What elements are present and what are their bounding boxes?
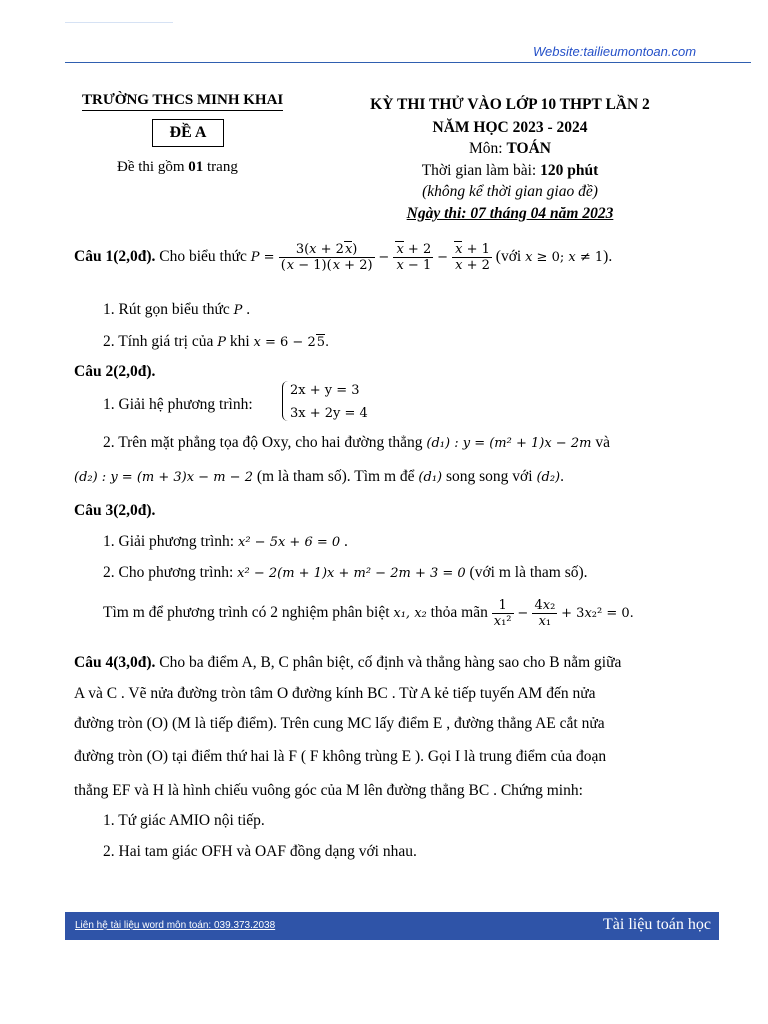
q1-item1: 1. Rút gọn biểu thức P . bbox=[103, 301, 251, 318]
header-rule bbox=[65, 62, 751, 63]
q1-fraction-3: $\frac{x + 1}{x + 2}$ bbox=[452, 242, 492, 273]
footer-contact-link[interactable]: Liên hệ tài liệu word môn toán: 039.373.2038 bbox=[75, 920, 276, 931]
page-count-note: Đề thi gồm 01 trang bbox=[117, 159, 238, 175]
time-allowed: Thời gian làm bài: 120 phút bbox=[421, 162, 599, 179]
time-note: (không kể thời gian giao đề) bbox=[422, 183, 598, 200]
footer-brand: Tài liệu toán học bbox=[603, 916, 711, 933]
q4-para-line1: Câu 4(3,0đ). Cho ba điểm A, B, C phân biệt, cố định và thẳng hàng sao cho B nằm giữa bbox=[74, 654, 622, 671]
q4-para-line3: đường tròn (O) (M là tiếp điểm). Trên cung MC lấy điểm E , đường thẳng AE cắt nửa bbox=[74, 715, 605, 732]
q3-item2: 2. Cho phương trình: x² − 2(m + 1)x + m² − 2m + 3 = 0 (với m là tham số). bbox=[103, 564, 588, 581]
q2-item2-line1: 2. Trên mặt phẳng tọa độ Oxy, cho hai đường thẳng (d₁) : y = (m² + 1)x − 2m và bbox=[103, 434, 610, 451]
system-brace bbox=[282, 381, 289, 421]
footer-bar bbox=[65, 912, 719, 940]
q2-head: Câu 2(2,0đ). bbox=[74, 363, 156, 380]
system-eq1: 2x + y = 3 bbox=[290, 383, 360, 398]
subject: Môn: TOÁN bbox=[469, 140, 551, 157]
q3-item3: Tìm m để phương trình có 2 nghiệm phân biệt x₁, x₂ thỏa mãn $\frac{1}{\text{x₁²}}$ − $\frac{\text{4x₂}}{\text{x₁}}$ + 3x₂² = 0. bbox=[103, 598, 634, 629]
q4-item1: 1. Tứ giác AMIO nội tiếp. bbox=[103, 812, 265, 829]
school-name: TRƯỜNG THCS MINH KHAI bbox=[82, 92, 283, 111]
exam-date: Ngày thi: 07 tháng 04 năm 2023 bbox=[406, 205, 614, 222]
q3-head: Câu 3(2,0đ). bbox=[74, 502, 156, 519]
q1-item2: 2. Tính giá trị của P khi x = 6 − 25. bbox=[103, 333, 330, 350]
q1-fraction-1: $\frac{3(x + 2x)}{(x - 1)(x + 2)}$ bbox=[280, 242, 373, 273]
q1-fraction-2: $\frac{x + 2}{x - 1}$ bbox=[393, 242, 433, 273]
website-link[interactable]: Website:tailieumontoan.com bbox=[533, 44, 697, 59]
faint-top-rule bbox=[65, 22, 173, 23]
q4-para-line2: A và C . Vẽ nửa đường tròn tâm O đường kính BC . Từ A kẻ tiếp tuyến AM đến nửa bbox=[74, 685, 596, 702]
q1-statement: Câu 1(2,0đ). Cho biểu thức P = $\frac{3(x + 2x)}{(x - 1)(x + 2)}$ − $\frac{x + 2}{x - 1}$ − $\frac{x + 1}{x + 2}$ (với x ≥ 0; x ≠ 1). bbox=[74, 242, 613, 273]
exam-title: KỲ THI THỬ VÀO LỚP 10 THPT LẦN 2 bbox=[370, 96, 650, 113]
q3-item1: 1. Giải phương trình: x² − 5x + 6 = 0 . bbox=[103, 533, 348, 550]
q4-para-line5: thẳng EF và H là hình chiếu vuông góc của M lên đường thẳng BC . Chứng minh: bbox=[74, 782, 583, 799]
q2-item2-line2: (d₂) : y = (m + 3)x − m − 2 (m là tham số). Tìm m để (d₁) song song với (d₂). bbox=[74, 468, 564, 485]
system-eq2: 3x + 2y = 4 bbox=[290, 406, 368, 421]
q2-item1: 1. Giải hệ phương trình: bbox=[103, 396, 253, 413]
q4-item2: 2. Hai tam giác OFH và OAF đồng dạng với nhau. bbox=[103, 843, 417, 860]
school-year: NĂM HỌC 2023 - 2024 bbox=[432, 119, 588, 136]
q4-para-line4: đường tròn (O) tại điểm thứ hai là F ( F không trùng E ). Gọi I là trung điểm của đoạn bbox=[74, 748, 607, 765]
exam-code-box: ĐỀ A bbox=[152, 119, 224, 147]
